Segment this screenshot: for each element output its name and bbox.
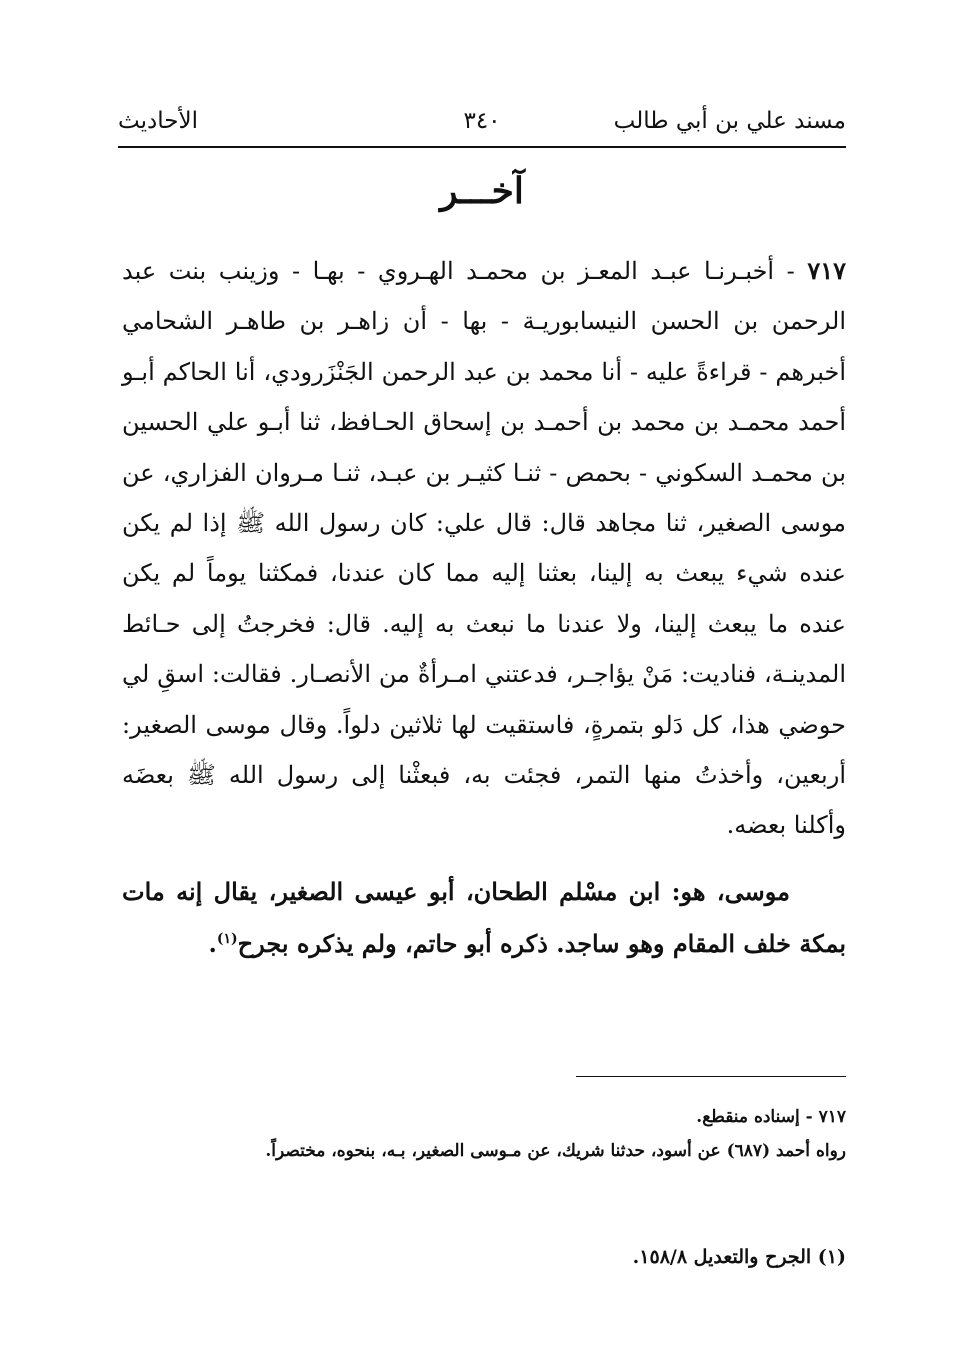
hadith-paragraph (122, 246, 846, 851)
takhrij-footnote (122, 1100, 846, 1168)
header-section-name: الأحاديث (118, 108, 198, 134)
running-header (118, 108, 846, 144)
header-rule (118, 146, 846, 148)
hadith-number: ٧١٧ (807, 256, 846, 285)
hadith-body (122, 246, 846, 851)
takhrij-line-1: ٧١٧ - إسناده منقطع. (696, 1107, 846, 1127)
takhrij-line-2: رواه أحمد (٦٨٧) عن أسود، حدثنا شريك، عن مـوسى الصغير، بـه، بنحوه، مختصراً. (265, 1141, 846, 1161)
header-book-title: مسند علي بن أبي طالب (613, 108, 846, 134)
narrator-note-paragraph (122, 866, 846, 970)
footnote-reference: (١) (216, 931, 238, 947)
footnote-rule (576, 1076, 846, 1077)
section-title: آخـــر (440, 170, 524, 212)
narrator-note-end: . (208, 929, 217, 958)
narrator-note-text: موسى، هو: ابن مسْلم الطحان، أبو عيسى الصغير، يقال إنه مات بمكة خلف المقام وهو ساجد. ذكره أبو حاتم، ولم يذكره بجرح (122, 877, 846, 958)
narrator-note (122, 866, 846, 970)
page-number: ٣٤٠ (463, 108, 501, 134)
footnote: (١) الجرح والتعديل ١٥٨/٨. (632, 1246, 846, 1268)
hadith-text: - أخبـرنـا عبـد المعـز بن محمـد الهـروي - بهـا - وزينب بنت عبد الرحمن بن الحسن النيسابوريـة - بها - أن زاهـر بن طاهـر الشحامي أخبرهم - قراءةً عليه - أنا محمد بن عبد الرحمن الجَنْزَرودي، أنا الحاكم أبـو أحمد محمـد بن محمد بن أحمـد بن إسحاق الحـافظ، ثنا أبـو علي الحسين بن محمـد السكوني - بحمص - ثنـا كثيـر بن عبـد، ثنـا مـروان الفزاري، عن موسى الصغير، ثنا مجاهد قال: قال علي: كان رسول الله ﷺ إذا لم يكن عنده شيء يبعث به إلينا، بعثنا إليه مما كان عندنا، فمكثنا يوماً لم يكن عنده ما يبعث إلينا، ولا عندنا ما نبعث به إليه. قال: فخرجتُ إلى حـائط المدينـة، فناديت: مَنْ يؤاجـر، فدعتني امـرأةٌ من الأنصـار. فقالت: اسقِ لي حوضي هذا، كل دَلو بتمرةٍ، فاستقيت لها ثلاثين دلواً. وقال موسى الصغير: أربعين، وأخذتُ منها التمر، فجئت به، فبعثْنا إلى رسول الله ﷺ بعضَه وأكلنا بعضه. (122, 257, 847, 840)
